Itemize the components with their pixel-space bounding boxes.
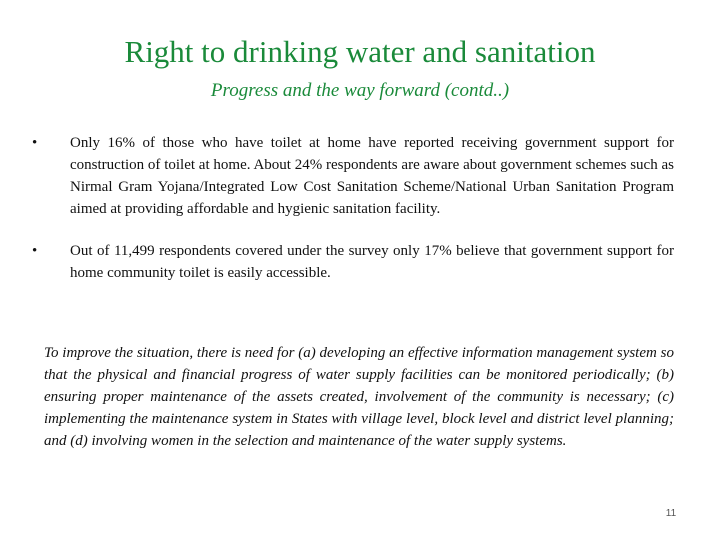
slide-subtitle: Progress and the way forward (contd..)	[210, 80, 510, 101]
bullet-text: Only 16% of those who have toilet at home have reported receiving government support for construction of toilet at home. About 24% respondents are aware about government schemes such as Nirmal Gram Yojana/Integrated Low Cost Sanitation Scheme/National Urban Sanitation Program aimed at providing affordable and hygienic sanitation facility.	[70, 135, 674, 217]
bullet-item	[30, 240, 674, 284]
bullet-item	[30, 132, 674, 220]
slide-title: Right to drinking water and sanitation	[124, 34, 596, 69]
bullet-text: Out of 11,499 respondents covered under the survey only 17% believe that government support for home community toilet is easily accessible.	[70, 243, 674, 281]
bullet-marker: •	[32, 135, 38, 151]
page-number: 11	[665, 508, 677, 519]
bullet-list	[30, 132, 674, 304]
bullet-marker: •	[32, 243, 38, 259]
closing-paragraph: To improve the situation, there is need for (a) developing an effective information management system so that the physical and financial progress of water supply facilities can be monitored periodically; (b) ensuring proper maintenance of the assets created, involvement of the community is necessary; (c) implementing the maintenance system in States with village level, block level and district level planning; and (d) involving women in the selection and maintenance of the water supply systems.	[44, 345, 674, 449]
